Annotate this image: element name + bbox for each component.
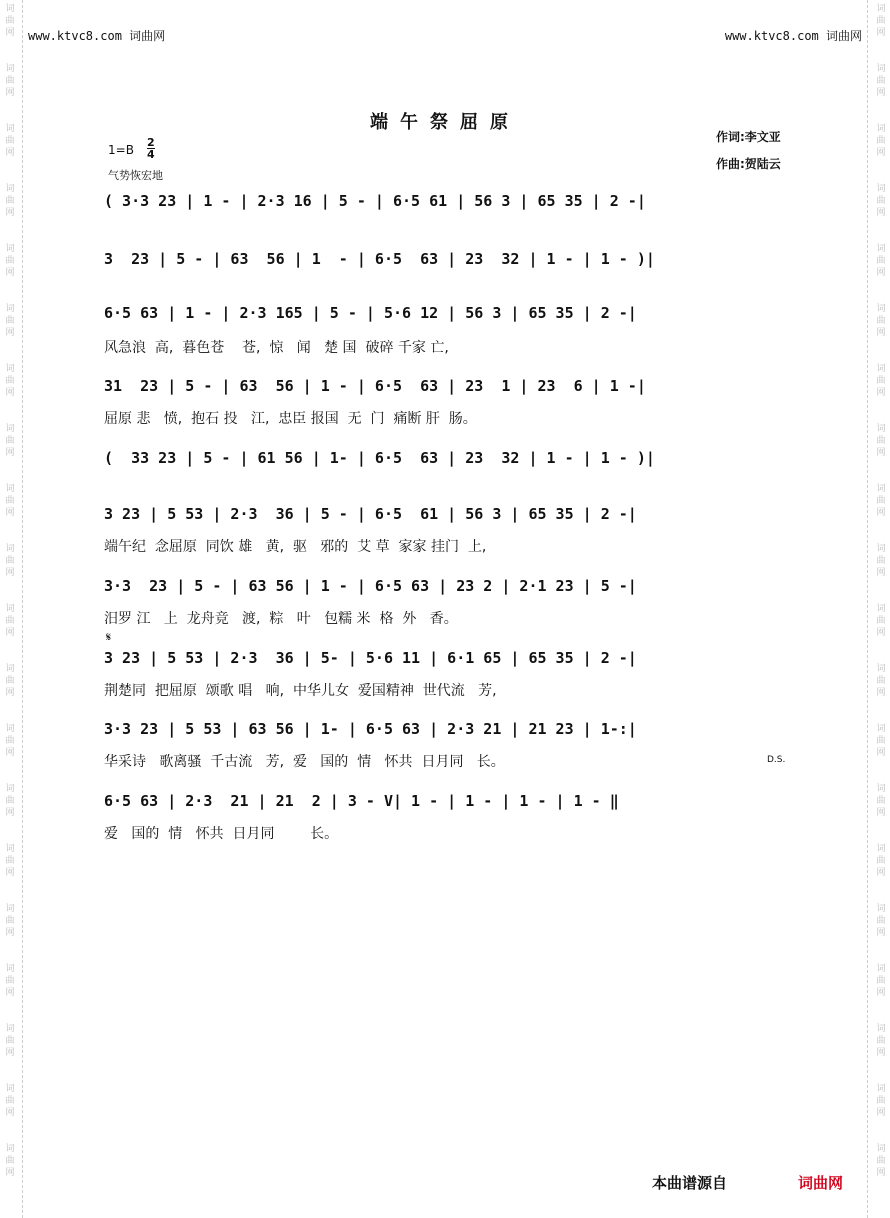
watermark-glyph: 网 [876,388,886,398]
notation-line-1: ( 3·3 23 | 1 - | 2·3 16 | 5 - | 6·5 61 | 56 3 | 65 35 | 2 -| [104,192,646,210]
watermark-glyph: 词 [5,1144,15,1154]
watermark-glyph: 词 [5,1024,15,1034]
watermark-glyph: 曲 [876,136,886,146]
notation-line-9: 3·3 23 | 5 53 | 63 56 | 1- | 6·5 63 | 2·3 21 | 21 23 | 1-:| [104,720,637,738]
watermark-glyph: 网 [5,568,15,578]
notation-line-4: 31 23 | 5 - | 63 56 | 1 - | 6·5 63 | 23 1 | 23 6 | 1 -| [104,377,646,395]
watermark-glyph: 曲 [5,16,15,26]
watermark-glyph: 曲 [876,616,886,626]
watermark-glyph: 词 [876,64,886,74]
notation-line-3: 6·5 63 | 1 - | 2·3 165 | 5 - | 5·6 12 | 56 3 | 65 35 | 2 -| [104,304,637,322]
watermark-glyph: 网 [5,868,15,878]
watermark-glyph: 网 [876,808,886,818]
watermark-glyph: 词 [5,664,15,674]
watermark-glyph: 网 [5,688,15,698]
watermark-glyph: 曲 [876,556,886,566]
left-watermark-rail [0,0,23,1218]
watermark-glyph: 词 [5,124,15,134]
watermark-glyph: 网 [876,88,886,98]
watermark-glyph: 网 [876,868,886,878]
watermark-glyph: 网 [5,208,15,218]
watermark-glyph: 网 [876,268,886,278]
notation-line-10: 6·5 63 | 2·3 21 | 21 2 | 3 - V| 1 - | 1 - | 1 - | 1 - ‖ [104,792,619,810]
watermark-glyph: 曲 [5,856,15,866]
watermark-glyph: 曲 [5,736,15,746]
watermark-glyph: 词 [876,364,886,374]
watermark-glyph: 词 [5,844,15,854]
watermark-glyph: 曲 [5,976,15,986]
watermark-glyph: 曲 [5,316,15,326]
watermark-glyph: 曲 [876,316,886,326]
time-signature-top: 2 [147,136,155,149]
watermark-glyph: 曲 [876,1036,886,1046]
watermark-glyph: 词 [5,4,15,14]
lyricist-credit: 作词:李文亚 [716,130,781,144]
watermark-glyph: 曲 [5,76,15,86]
time-signature-bottom: 4 [147,148,155,161]
watermark-glyph: 网 [5,748,15,758]
tempo-marking: 气势恢宏地 [108,169,163,182]
watermark-glyph: 网 [876,1168,886,1178]
watermark-glyph: 网 [876,448,886,458]
watermark-glyph: 词 [876,244,886,254]
right-watermark-rail [867,0,890,1218]
watermark-glyph: 词 [876,124,886,134]
watermark-glyph: 曲 [876,1156,886,1166]
watermark-glyph: 词 [876,184,886,194]
watermark-glyph: 词 [5,184,15,194]
lyric-line-8: 荆楚同 把屈原 颂歌 唱 响, 中华儿女 爱国精神 世代流 芳, [104,683,497,699]
watermark-glyph: 网 [876,1048,886,1058]
lyric-line-6: 端午纪 念屈原 同饮 雄 黄, 驱 邪的 艾 草 家家 挂门 上, [104,539,487,555]
watermark-glyph: 曲 [5,676,15,686]
notation-line-2: 3 23 | 5 - | 63 56 | 1 - | 6·5 63 | 23 32 | 1 - | 1 - )| [104,250,655,268]
watermark-glyph: 曲 [876,376,886,386]
watermark-glyph: 词 [5,904,15,914]
lyric-line-10: 爱 国的 情 怀共 日月同 长。 [104,826,339,842]
watermark-glyph: 网 [876,1108,886,1118]
watermark-glyph: 词 [5,364,15,374]
notation-line-5: ( 33 23 | 5 - | 61 56 | 1- | 6·5 63 | 23 32 | 1 - | 1 - )| [104,449,655,467]
watermark-glyph: 曲 [5,496,15,506]
watermark-glyph: 网 [876,28,886,38]
watermark-glyph: 曲 [876,256,886,266]
watermark-glyph: 网 [5,628,15,638]
watermark-glyph: 曲 [876,856,886,866]
watermark-glyph: 曲 [876,496,886,506]
footer-source-label: 本曲谱源自 [652,1174,728,1192]
watermark-glyph: 词 [5,544,15,554]
watermark-glyph: 曲 [5,916,15,926]
time-signature [147,137,155,160]
watermark-glyph: 曲 [5,256,15,266]
lyric-line-4: 屈原 悲 愤, 抱石 投 江, 忠臣 报国 无 门 痛断 肝 肠。 [104,411,477,427]
watermark-glyph: 词 [876,664,886,674]
watermark-glyph: 曲 [876,736,886,746]
watermark-glyph: 网 [876,568,886,578]
watermark-glyph: 词 [5,1084,15,1094]
header-right-site[interactable]: www.ktvc8.com 词曲网 [724,29,862,43]
segno-sign: 𝄋 [106,630,112,644]
watermark-glyph: 词 [876,604,886,614]
watermark-glyph: 词 [876,304,886,314]
watermark-glyph: 网 [5,1108,15,1118]
watermark-glyph: 网 [876,208,886,218]
watermark-glyph: 词 [876,784,886,794]
watermark-glyph: 曲 [876,76,886,86]
watermark-glyph: 词 [876,1144,886,1154]
watermark-glyph: 网 [876,328,886,338]
watermark-glyph: 曲 [5,1096,15,1106]
header-left-site[interactable]: www.ktvc8.com 词曲网 [28,29,166,43]
watermark-glyph: 曲 [876,796,886,806]
lyric-line-7: 汨罗 江 上 龙舟竞 渡, 粽 叶 包糯 米 格 外 香。 [104,611,458,627]
song-title: 端午祭屈原 [370,112,520,133]
watermark-glyph: 网 [5,448,15,458]
watermark-glyph: 曲 [5,436,15,446]
watermark-glyph: 网 [5,328,15,338]
watermark-glyph: 词 [5,64,15,74]
watermark-glyph: 曲 [5,1156,15,1166]
watermark-glyph: 曲 [876,916,886,926]
watermark-glyph: 网 [876,928,886,938]
watermark-glyph: 词 [876,1084,886,1094]
watermark-glyph: 曲 [5,196,15,206]
watermark-glyph: 词 [5,964,15,974]
watermark-glyph: 曲 [876,196,886,206]
watermark-glyph: 网 [876,148,886,158]
watermark-glyph: 网 [5,1048,15,1058]
watermark-glyph: 曲 [5,556,15,566]
watermark-glyph: 曲 [5,376,15,386]
watermark-glyph: 网 [5,928,15,938]
notation-line-8: 3 23 | 5 53 | 2·3 36 | 5- | 5·6 11 | 6·1 65 | 65 35 | 2 -| [104,649,637,667]
watermark-glyph: 词 [5,604,15,614]
watermark-glyph: 网 [876,508,886,518]
watermark-glyph: 网 [5,808,15,818]
lyric-line-9: 华采诗 歌离骚 千古流 芳, 爱 国的 情 怀共 日月同 长。 [104,754,505,770]
watermark-glyph: 网 [5,148,15,158]
watermark-glyph: 词 [876,4,886,14]
watermark-glyph: 词 [5,784,15,794]
watermark-glyph: 词 [876,724,886,734]
watermark-glyph: 词 [5,484,15,494]
watermark-glyph: 网 [5,388,15,398]
watermark-glyph: 词 [5,304,15,314]
watermark-glyph: 词 [876,844,886,854]
footer-brand-link[interactable]: 词曲网 [798,1174,844,1192]
watermark-glyph: 词 [876,544,886,554]
watermark-glyph: 曲 [876,16,886,26]
watermark-glyph: 网 [5,1168,15,1178]
watermark-glyph: 词 [876,424,886,434]
watermark-glyph: 词 [876,964,886,974]
watermark-glyph: 曲 [876,1096,886,1106]
watermark-glyph: 曲 [5,796,15,806]
watermark-glyph: 词 [876,484,886,494]
watermark-glyph: 词 [5,724,15,734]
watermark-glyph: 网 [5,88,15,98]
notation-line-7: 3·3 23 | 5 - | 63 56 | 1 - | 6·5 63 | 23 2 | 2·1 23 | 5 -| [104,577,637,595]
watermark-glyph: 网 [876,628,886,638]
watermark-glyph: 词 [876,1024,886,1034]
dal-segno-mark: D.S. [767,755,786,765]
watermark-glyph: 网 [5,988,15,998]
watermark-glyph: 网 [876,688,886,698]
watermark-glyph: 曲 [5,616,15,626]
watermark-glyph: 网 [5,28,15,38]
watermark-glyph: 词 [876,904,886,914]
watermark-glyph: 曲 [876,976,886,986]
watermark-glyph: 词 [5,424,15,434]
notation-line-6: 3 23 | 5 53 | 2·3 36 | 5 - | 6·5 61 | 56 3 | 65 35 | 2 -| [104,505,637,523]
lyric-line-3: 风急浪 高, 暮色苍 苍, 惊 闻 楚 国 破碎 千家 亡, [104,340,449,356]
watermark-glyph: 词 [5,244,15,254]
watermark-glyph: 曲 [5,136,15,146]
watermark-glyph: 网 [5,268,15,278]
watermark-glyph: 曲 [5,1036,15,1046]
watermark-glyph: 网 [876,748,886,758]
watermark-glyph: 网 [876,988,886,998]
watermark-glyph: 曲 [876,436,886,446]
watermark-glyph: 曲 [876,676,886,686]
composer-credit: 作曲:贺陆云 [716,157,781,171]
key-signature: 1=B [108,143,134,157]
watermark-glyph: 网 [5,508,15,518]
